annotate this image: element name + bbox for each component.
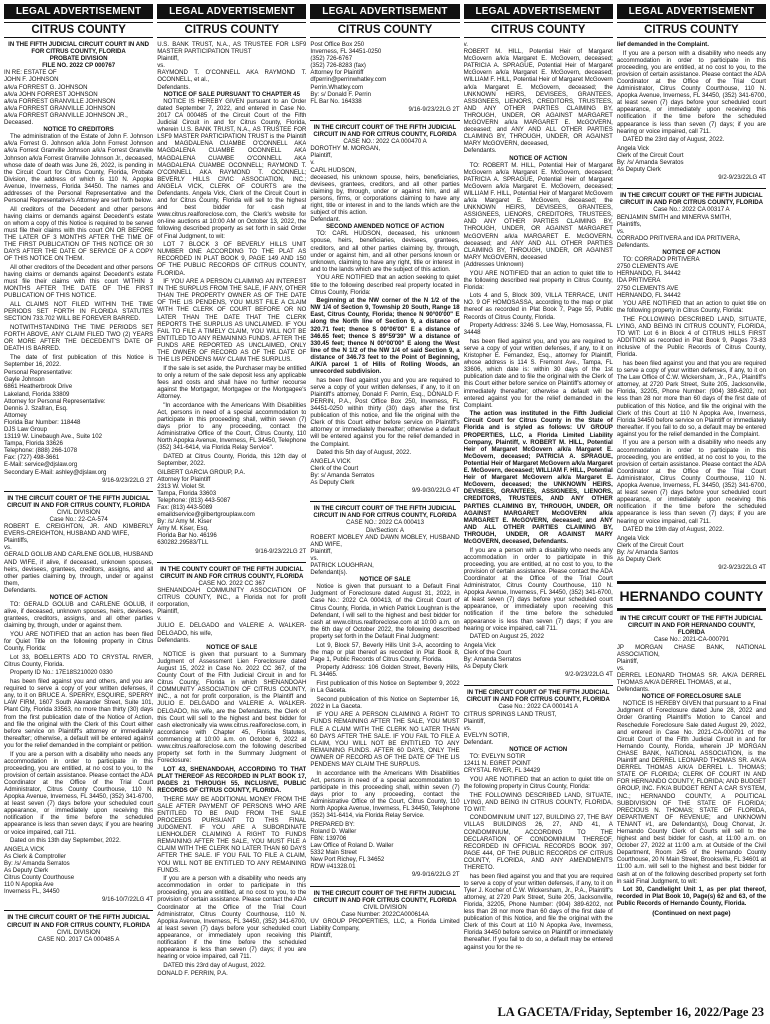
column-1 [4,4,153,1000]
county-heading: CITRUS COUNTY [464,22,613,38]
notice-paragraph: NOTICE IS HEREBY GIVEN that pursuant to a Final Judgment of Foreclosure dated June 28, 2022 and Order Granting Plaintiff's Motion to Cancel and Reschedule Foreclosure Sale dated August 29, 2022, and entered in Case No. 2021-CA-000791 of the Circuit Court of the Fifth Judicial Circuit in and for Hernando County, Florida, wherein JP MORGAN CHASE BANK, NATIONAL ASSOCIATION, is the Plaintiff and DERREL LEONARD THOMAS SR. A/K/A DERREL THOMAS A/K/A DERREL L. THOMAS; STATE OF FLORIDA; CLERK OF COURT IN AND FOR HERNANDO COUNTY, FLORIDA; AND BUDGET GROUP, INC. F/K/A BUDGET RENT A CAR SYSTEM, INC.; HERNANDO COUNTY, A POLITICAL SUBDIVISION OF THE STATE OF FLORIDA; PRECIOUS N. THOMAS; STATE OF FLORIDA, DEPARTMENT OF REVENUE; and UNKNOWN TENANT #1, are Defendant(s), Doug Chorvat, Jr. Hernando County Clerk of Courts will sell to the highest and best bidder for cash, at 11:00 a.m. on October 27, 2022 at 11:00 a.m. at Outside of the Civil Department, Room 245 of the Hernando County Courthouse, 20 N Main Street, Brooksville, FL 34601 at 11:00 a.m. will sell to the highest and best bidder for cash at on of the following described property set forth in said Final Judgment, to wit: [616,700,767,885]
notice-paragraph: In accordance with the Americans With Disabilities Act, persons in need of a special accommodation to participate in this proceeding shall, within seven (7) days prior to any proceeding, contact the Administrative Office of the Court, Citrus County, 110 North Apopka Avenue, Inverness, FL 34450, Telephone (352) 341-6414, via Florida Relay Service. [310,769,460,820]
notice-title: NOTICE OF ACTION [509,746,568,753]
notice-paragraph: Second publication of this Notice on September 16, 2022 in La Gaceta. [310,695,460,710]
case-number: Case No.: 2022 CA 00317 A [653,206,730,214]
notice-title: NOTICE OF ACTION [49,594,108,602]
notice-divider [157,562,306,563]
notice-divider [464,685,613,686]
signature-block: Angela Vick Clerk of the Court By: Amanda Serratos As Deputy Clerk [463,641,522,671]
publication-reference: 9/16-9/23/22LG 2T [102,476,154,484]
notice-paragraph: has been filed against you and that you are required to serve a copy of your written defenses, if any, to it on Tyler J. Kocher of C.W. Wickersham, Jr., P.A., Plaintiff's attorney, at 2720 Park Street, Suite 205, Jacksonville, Florida, 32205, Phone Number: (904) 389-6202, not less than 28 nor more than 60 days of the first date of publication of this Notice, and file the original with the Clerk of this Court at 110 N Apopka Ave, Inverness, Florida 34450 before service on Plaintiff or immediately thereafter. If you fail to do so, a default may be entered against you for the re- [463,872,613,951]
parties-block: BENJAMIN SMITH and MINERVA SMITH, Plaintiffs, vs. CORRADO PRITIVERA and IDA PRITIVERA, Defendants. [616,213,741,249]
notice-paragraph: All other creditors of the Decedent and other persons having claims or demands against Decedent's estate must file their claims with this court WITHIN 3 MONTHS AFTER THE DATE OF THE FIRST PUBLICATION OF THIS NOTICE. [4,263,154,300]
notice-paragraph: Property Address: 3246 S. Lee Way, Homosassa, FL 34448 [463,322,613,337]
notice-paragraph: Beginning at the NW corner of the N 1/2 of the NW 1/4 of Section 9, Township 20 South, Range 18 East, Citrus County, Florida; thence N 90°00'00" E along the North line of Section 9, a distance of 320.71 feet; thence S 00°06'00" E a distance of 346.65 feet; thence S 89°59'39" W a distance of 330.45 feet; thence N 00°00'00" E along the West line of the N 1/2 of the NW 1/4 of said Section 9, a distance of 346.73 feet to the Point of Beginning, A/K/A parcel 1 of Hills of Rolling Woods, an unrecorded subdivision. [310,297,460,376]
county-heading: CITRUS COUNTY [157,22,306,38]
parties-block: DOROTHY M. MORGAN, Plaintiff, v. CARL HUDSON, deceased, his unknown spouse, heirs, beneficiaries, devisees, grantees, creditors, and all other parties claiming by, through, under or against him, and all persons, firms, or corporations claiming to have any right, title or interest in and to the lands which are the subject of this action. Defendant. [310,145,460,224]
signature-block: Personal Representative: Gayle Johnson 6861 Heatherbrook Drive Lakeland, Florida 33809 Attorney for Personal Representative: Dennis J. Szafran, Esq. Attorney Florida Bar Number: 118448 DJS Law Group 13119 W. Linebaugh Ave., Suite 102 Tampa, Florida 33626 Telephone: (888) 266-1078 Fax: (727) 498-3661 E-Mail: service@djslaw.org Secondary E-Mail: ashley@djslaw.org [4,369,107,476]
notice-paragraph: The action was instituted in the Fifth Judicial Circuit Court for Citrus County in the State of Florida and is styled as follows: UV GROUP PROPERTIES, LLC, a Florida Limited Liability Company, Plaintiff, v. ROBERT M. HILL, Potential Heir of Margaret McGovern a/k/a Margaret E. McGovern, deceased; PATRICIA A. SPRAGUE, Potential Heir of Margaret McGovern a/k/a Margaret E. McGovern, deceased; WILLIAM F. HILL, Potential Heir of Margaret McGovern a/k/a Margaret E. McGovern, deceased; the UNKNOWN HEIRS, DEVISEES, GRANTEES, ASSIGNEES, LIENORS, CREDITORS, TRUSTEES, AND ANY OTHER PARTIES CLAIMING BY, THROUGH, UNDER, OR AGAINST MARGARET McGOVERN a/k/a MARGARET E. McGOVERN, deceased; and ANY AND ALL OTHER PARTIES CLAIMING BY, THROUGH, UNDER, OR AGAINST MARY McGOVERN, deceased, Defendants. [463,410,613,545]
notice-paragraph: lief demanded in the Complaint. [616,41,709,48]
notice-paragraph: has been filed against you and that you are required to serve a copy of your written defenses, if any, to it on The Law Office of C.W. Wickersham, Jr., P.A., Plaintiff's attorney, at 2720 Park Street, Suite 205, Jacksonville, Florida, 32205, Phone Number: (904) 389-6202, not less than 28 nor more than 60 days of the first date of publication of this Notice, and file the original with the Clerk of this Court at 110 N Apopka Ave, Inverness, Florida 34450 before service on Plaintiff or immediately thereafter. If you fail to do so, a default may be entered against you for the relief demanded in the Complaint. [616,359,767,438]
notice-divider [617,188,766,189]
publication-reference: 9/16-10/7/22LG 4T [102,896,154,904]
case-number: Case No.: 2022 CA 000141 A [498,703,579,711]
notice-paragraph: If the sale is set aside, the Purchaser may be entitled to only a return of the sale deposit less any applicable fees and costs and shall have no further recourse against the Mortgagor, Mortgagee or the Mortgagee's Attorney. [157,364,307,401]
legal-advertisement-banner: LEGAL ADVERTISEMENT [310,4,459,19]
publication-reference: 9/2-9/23/22LG 4T [565,671,613,679]
column-2 [157,4,306,1000]
legal-advertisement-banner: LEGAL ADVERTISEMENT [157,4,306,19]
notice-paragraph: Lot 9, Block 57, Beverly Hills Unit 3-A, according to the map or plat thereof as recorded in Plat Book 8, Page 1, Public Records of Citrus County, Florida. [310,641,460,663]
notice-paragraph: THE FOLLOWING DESCRIBED LAND, SITUATE, LYING, AND BEING IN CITRUS COUNTY, FLORIDA, TO WIT: [463,791,613,813]
continued-note: (Continued on next page) [652,909,731,917]
county-heading: CITRUS COUNTY [617,22,766,38]
case-number: CASE NO.: 2022 CA 000470 A [343,138,427,146]
legal-notice [157,566,306,978]
county-heading: CITRUS COUNTY [310,22,459,38]
notice-paragraph: Property ID No.: 17E18S210020 0330 [10,669,113,677]
notice-paragraph: Lots 4 and 5, Block 309, VILLA TERRACE, UNIT NO. 9 OF HOMOSASSA, according to the map or plat thereof as recorded in Plat Book 7, Page 55, Public Records of Citrus County, Florida. [463,292,613,321]
legal-notice [310,41,459,115]
parties-block: SHENANDOAH COMMUNITY ASSOCIATION OF CITRUS COUNTY, INC., a Florida not for profit corporation, Plaintiff, v. JULIO E. DELGADO and VALERIE A. WALKER-DELGADO, his wife, Defendants. [157,586,307,644]
notice-paragraph: First publication of this Notice on September 9, 2022 in La Gaceta. [310,679,460,695]
notice-paragraph: Dated on this 13th day September, 2022. [10,837,121,845]
parties-block: v. ROBERT M. HILL, Potential Heir of Margaret McGovern a/k/a Margaret E. McGovern, deceased; PATRICIA A. SPRAGUE, Potential Heir of Margaret McGovern a/k/a Margaret E. McGovern, deceased; WILLIAM F. HILL, Potential Heir of Margaret McGovern a/k/a Margaret E. McGovern, deceased; the UNKNOWN HEIRS, DEVISEES, GRANTEES, ASSIGNEES, LIENORS, CREDITORS, TRUSTEES, AND ANY OTHER PARTIES CLAIMING BY, THROUGH, UNDER, OR AGAINST MARGARET McGOVERN a/k/a MARGARET E. McGOVERN, deceased; and ANY AND ALL OTHER PARTIES CLAIMING BY, THROUGH, UNDER, OR AGAINST MARY McGOVERN, deceased, Defendants. [463,41,613,155]
legal-notice [617,615,766,916]
county-heading-hernando: HERNANDO COUNTY [617,581,766,611]
notice-divider [310,120,459,121]
court-heading: IN THE CIRCUIT COURT OF THE FIFTH JUDICIAL CIRCUIT IN AND FOR CITRUS COUNTY, FLORIDA [313,505,457,520]
notice-paragraph: If you are a person with a disability who needs any accommodation in order to participate in this proceeding, you are entitled, at no cost to you, to the provision of certain assistance. Please contact the ADA Coordinator at the Office of the Trial Court Administrator, Citrus County Courthouse, 110 N. Apopka Avenue, Inverness, FL 34450, (352) 341-6700, at least seven (7) days before your scheduled court appearance, or immediately upon receiving this notification if the time before the scheduled appearance is less than seven (7) days; if you are hearing or voice impaired, call 711. [616,439,767,525]
notice-paragraph: Dated this 5th day of August, 2022. [316,449,412,457]
publication-reference: 9/2-9/23/22LG 4T [718,564,767,572]
parties-block: IN RE: ESTATE OF JOHN F. JOHNSON a/k/a FORREST G. JOHNSON a/k/a JOHN FORREST JOHNSON a/k/a FORREST GRANVILLE JOHNSON a/k/a FORREST GRANVILLE JOHNSON a/k/a FORREST GRANVILLE JOHNSON JR., Deceased. [4,69,128,127]
publication-reference: 9/9-9/16/22LG 2T [411,871,460,879]
legal-notice [157,41,306,557]
legal-notice [4,914,153,942]
court-heading: IN THE CIRCUIT COURT OF THE FIFTH JUDICIAL CIRCUIT IN AND FOR CITRUS COUNTY, FLORIDA [313,123,457,139]
legal-notice [4,41,153,486]
notice-paragraph: DATED at Citrus County, Florida, this 12th day of September, 2022. [157,452,307,467]
notice-paragraph: YOU ARE NOTIFIED that an action to quiet title to the following described real property in Citrus County, Florida: [463,269,613,291]
notice-paragraph: YOU ARE NOTIFIED that an action has been filed for Quiet Title on the following property in Citrus County, Florida: [4,631,154,653]
case-number: Case No.: 22-CA-574 [49,516,108,523]
columns [4,4,766,1000]
signature-block: ANGELA VICK As Clerk & Comptroller By: /s/ Amanda Serratos As Deputy Clerk Citrus County Courthouse 110 N Apopka Ave Inverness FL, 34450 [4,845,75,896]
court-heading: IN THE CIRCUIT COURT OF THE FIFTH JUDICIAL CIRCUIT IN AND FOR CITRUS COUNTY, FLORIDA [6,914,151,929]
notice-paragraph: Property Address: 106 Golden Street, Beverly Hills, FL 34465. [310,664,460,679]
notice-paragraph: Lot 30, Candlelight Unit 1, as per plat thereof, recorded in Plat Book 10, Page(s) 62 and 63, of the Public Records of Hernando County, Florida. [616,886,767,908]
signature-block: Angela Vick Clerk of the Circuit Court By: /s/ Amanda Santos As Deputy Clerk [616,534,684,563]
legal-advertisement-banner: LEGAL ADVERTISEMENT [617,4,766,19]
court-heading: IN THE CIRCUIT COURT OF THE FIFTH JUDICIAL CIRCUIT IN AND FOR CITRUS COUNTY, FLORIDA [619,192,764,207]
page-footer: LA GACETA/Friday, September 16, 2022/Page 23 [497,1005,764,1019]
notice-title: NOTICE OF SALE PURSUANT TO CHAPTER 45 [163,90,300,98]
signature-block: ANGELA VICK Clerk of the Court By: s/ Amanda Serratos As Deputy Clerk [310,457,375,487]
division-heading: CIVIL DIVISION [363,903,407,911]
signature-block: Post Office Box 250 Inverness, FL 34451-0250 (352) 726-6767 (352) 726-8283 (fax) Attorney for Plaintiff dfperrin@perrinwhatley.com Perrin.Whatley.com By: s/ Donald F. Perrin FL Bar No. 164338 [310,41,387,105]
notice-title: NOTICE OF ACTION [509,154,568,162]
notice-paragraph: TO: GERALD GOLUB and CARLENE GOLUB, if alive, if deceased, unknown spouses, heirs, devisees, grantees, creditors, assigns, and all other parties claiming by, through, under or against them. [4,601,154,630]
notice-title: NOTICE OF SALE [206,643,258,651]
parties-block: CITRUS SPRINGS LAND TRUST, Plaintiff, vs. EVELYN SOTIR, Defendant. [463,710,557,746]
parties-block: JP MORGAN CHASE BANK, NATIONAL ASSOCIATION, Plaintiff, vs. DERREL LEONARD THOMAS SR. A/K/A DERREL THOMAS A/K/A DERREL THOMAS, et al., Defendants. [616,643,767,694]
case-number: Case Number: 2022CA000614A [341,910,429,918]
notice-divider [4,491,153,492]
division-heading: CIVIL DIVISION [56,928,101,936]
notice-paragraph: has been filed against you, and you are required to serve a copy of your written defenses, if any, to it on Kristopher E. Fernandez, Esq., attorney for Plaintiff, whose address is 114 S. Fremont Ave., Tampa, FL 33606, which date is: within 30 days of the 1st publication date and to file the original with the Clerk of this Court either before service on Plaintiff's attorney or immediately thereafter; otherwise a default will be entered against you for the relief demanded in the Complaint. [463,337,613,409]
legal-notice [310,890,459,940]
notice-title: NOTICE OF SALE [359,576,411,584]
notice-divider [310,886,459,887]
legal-notice [4,495,153,906]
case-number: CASE NO. 2017 CA 000485 A [37,935,120,943]
parties-block: ROBERT E. CREIGHTON, JR. AND KIMBERLY EVERS-CREIGHTON, HUSBAND AND WIFE, Plaintiffs, vs. GERALD GOLUB AND CARLENE GOLUB, HUSBAND AND WIFE, if alive, if deceased, unknown spouses, heirs, devisees, grantees, creditors, assigns, and all other parties claiming by, through, under or against them, Defendants. [4,523,154,594]
notice-paragraph: LOT 43, SHENANDOAH, ACCORDING TO THAT PLAT THEREOF AS RECORDED IN PLAT BOOK 17, PAGES 21 THROUGH 55, INCLUSIVE, PUBLIC RECORDS OF CITRUS COUNTY, FLORIDA. [157,765,307,795]
notice-paragraph: If you are a person with a disability who needs any accommodation in order to participate in this proceeding, you are entitled, at no cost to you, to the provision of certain assistance. Please contact the ADA Coordinator at the Office of the Trial Court Administrator, Citrus County Courthouse, 110 N. Apopka Avenue, Inverness, FL 34450, (352) 341-6700, at least seven (7) days before your scheduled court appearance, or immediately upon receiving this notification if the time before the scheduled appearance is less than seven (7) days; if you are hearing or voice impaired, call 711. [157,875,307,961]
column-3 [310,4,459,1000]
notice-paragraph: IF YOU ARE A PERSON CLAIMING AN INTEREST IN THE SURPLUS FROM THE SALE, IF ANY, OTHER THAN THE PROPERTY OWNER AS OF THE DATE OF THE LIS PENDENS, YOU MUST FILE A CLAIM WITH THE CLERK OF COURT BEFORE OR NO LATER THAN THE DATE THAT THE CLERK REPORTS THE SURPLUS AS UNCLAIMED. IF YOU FAIL TO FILE A TIMELY CLAIM, YOU WILL NOT BE ENTITLED TO ANY REMAINING FUNDS. AFTER THE FUNDS ARE REPORTED AS UNCLAIMED, ONLY THE OWNER OF RECORD AS OF THE DATE OF THE LIS PENDENS MAY CLAIM THE SURPLUS. [157,278,307,364]
division-heading: Div/Section: A [366,526,404,534]
notice-paragraph: LOT 7 BLOCK 3 OF BEVERLY HILLS UNIT NUMBER ONE ACCORDING TO THE PLAT AS RECORDED IN PLAT BOOK 9, PAGE 149 AND 150 OF THE PUBLIC RECORDS OF CITRUS COUNTY, FLORIDA. [157,241,307,277]
case-number: CASE NO.: 2022 CA 000413 [346,519,424,527]
notice-paragraph: If you are a person with a disability who needs any accommodation in order to participate in this proceeding, you are entitled, at no cost to you, to the provision of certain assistance. Please contact the ADA Coordinator at the Office of the Trial Court Administrator, Citrus County Courthouse, 110 N. Apopka Avenue, Inverness, FL 34450, (352) 341-6700, at least seven (7) days before your scheduled court appearance, or immediately upon receiving this notification if the time before the scheduled appearance is less than seven (7) days; if you are hearing or voice impaired, call 711. [463,546,613,632]
notice-paragraph: TO: CARL HUDSON, deceased, his unknown spouse, heirs, beneficiaries, devisees, grantees, creditors, and all other parties claiming by, through, under or against him, and all other persons known or unknown, claiming to have any right, title or interest in and to the lands which are the subject of this action. [310,230,460,273]
notice-paragraph: All creditors of the Decedent and other persons having claims or demands against Decedent's estate on whom a copy of this Notice is required to be served must file their claims with this court ON OR BEFORE THE LATER OF 3 MONTHS AFTER THE TIME OF THE FIRST PUBLICATION OF THIS NOTICE OR 30 DAYS AFTER THE DATE OF SERVICE OF A COPY OF THIS NOTICE ON THEM. [4,205,154,263]
notice-paragraph: ALL CLAIMS NOT FILED WITHIN THE TIME PERIODS SET FORTH IN FLORIDA STATUTES SECTION 733.702 WILL BE FOREVER BARRED. [4,300,154,323]
notice-paragraph: CONDOMINIUM UNIT 127, BUILDING 27, THE BAY VILLAS BUILDINGS 26, 27, AND 41, A CONDOMINIUM, ACCORDING TO THE DECLARATION OF CONDOMINIUM THEREOF, RECORDED IN OFFICIAL RECORDS BOOK 397, PAGE 444, OF THE PUBLIC RECORDS OF CITRUS COUNTY, FLORIDA, AND ANY AMENDMENTS THERETO. [463,814,613,871]
signature-block: PREPARED BY: Roland D. Waller FBN: 139706 Law Office of Roland D. Waller 5332 Main Street New Port Richey, FL 34652 RDW #41328.01 [310,820,394,871]
notice-paragraph: YOU ARE NOTIFIED that an action seeking to quiet title to the following described real property located in Citrus County, Florida: [310,274,460,296]
notice-divider [4,910,153,911]
notice-paragraph: NOTICE IS HEREBY GIVEN pursuant to an Order dated September 7, 2022, and entered in Case No. 2017 CA 000485 of the Circuit Court of the Fifth Judicial Circuit in and for Citrus County, Florida, wherein U.S. BANK TRUST, N.A., AS TRUSTEE FOR LSF9 MASTER PARTICIPATION TRUST is the Plaintiff and MAGDALENA CUAMBE O'CONNELL AKA MAGDALENA CUAMBE OCONNELL AKA MAGDALENA CUAMBE O'CONNELL AKA MAGDALENA CUAMBE OCONNELL; RAYMOND T. O'CONNELL AKA RAYMOND T. OCONNELL; BEVERLY HILLS CIVIC ASSOCIATION, INC.; ANGELA VICK, CLERK OF COURTS are the Defendants. Angela Vick, Clerk of the Circuit Court in and for Citrus County, Florida will sell to the highest and best bidder for cash at www.citrus.realforeclose.com, the Clerk's website for on-line auctions at 10:00 AM on October 13, 2022, the following described property as set forth in said Order of Final Judgment, to wit: [157,97,307,240]
notice-paragraph: TO: ROBERT M. HILL, Potential Heir of Margaret McGovern a/k/a Margaret E. McGovern, deceased; PATRICIA A. SPRAGUE, Potential Heir of Margaret McGovern a/k/a Margaret E. McGovern, deceased; WILLIAM F. HILL, Potential Heir of Margaret McGovern a/k/a Margaret E. McGovern, deceased; the UNKNOWN HEIRS, DEVISEES, GRANTEES, ASSIGNEES, LIENORS, CREDITORS, TRUSTEES, AND ANY OTHER PARTIES CLAIMING BY, THROUGH, UNDER, OR AGAINST MARGARET McGOVERN a/k/a MARGARET E. McGOVERN, deceased; and ANY AND ALL OTHER PARTIES CLAIMING BY, THROUGH, UNDER, OR AGAINST MARY McGOVERN, deceased (Addresses Unknown) [463,161,613,268]
notice-paragraph: THERE MAY BE ADDITIONAL MONEY FROM THE SALE AFTER PAYMENT OF PERSONS WHO ARE ENTITLED TO BE PAID FROM THE SALE PROCEEDS PURSUANT TO THIS FINAL JUDGMENT. IF YOU ARE A SUBORDINATE LIENHOLDER CLAIMING A RIGHT TO FUNDS REMAINING AFTER THE SALE, YOU MUST FILE A CLAIM WITH THE CLERK NO LATER THAN 60 DAYS AFTER THE SALE. IF YOU FAIL TO FILE A CLAIM, YOU WILL NOT BE ENTITLED TO ANY REMAINING FUNDS. [157,795,307,874]
notice-paragraph: If you are a person with a disability who needs any accommodation in order to participate in this proceeding, you are entitled, at no cost to you, to the provision of certain assistance. Please contact the ADA Coordinator at the Office of the Trial Court Administrator, Citrus County Courthouse, 110 N. Apopka Avenue, Inverness, FL 34450, (352) 341-6700, at least seven (7) days before your scheduled court appearance, or immediately upon receiving this notification if the time before the scheduled appearance is less than seven days; if you are hearing or voice impaired, call 711. [4,750,154,836]
notice-paragraph: DATED the 23rd day of August, 2022. [622,136,725,144]
notice-paragraph: THE FOLLOWING DESCRIBED LAND, SITUATE, LYING, AND BEING IN CITRUS COUNTY, FLORIDA, TO WIT: Lot 6 in Block 4 of CITRUS HILLS FIRST ADDITION as recorded in Plat Book 9, Pages 73-83 inclusive of the Public Records of Citrus County, Florida. [616,315,767,359]
notice-paragraph: The date of first publication of this Notice is September 16, 2022. [4,353,154,368]
legal-advertisement-banner: LEGAL ADVERTISEMENT [4,4,153,19]
publication-reference: 9/2-9/23/22LG 4T [718,174,767,182]
newspaper-page [4,4,766,1004]
division-heading: CIVIL DIVISION [56,508,101,516]
notice-title: NOTICE OF FORECLOSURE SALE [641,693,742,701]
notice-paragraph: "In accordance with the Americans With Disabilities Act, persons in need of a special accommodation to participate in this proceeding shall, within seven (7) days prior to any proceeding, contact the Administrative Office of the Court, Citrus County, 110 North Apopka Avenue, Inverness, FL 34450, Telephone (352) 341-6414, via Florida Relay Service". [157,401,307,452]
column-4 [464,4,613,1000]
publication-reference: 9/9-9/30/22LG 4T [411,487,460,495]
notice-paragraph: NOTICE is given that pursuant to a Summary Judgment of Assessment Lien Foreclosure dated August 15, 2022 in Case No. 2022 CC 367, of the County Court of the Fifth Judicial Circuit in and for Citrus County, Florida in which SHENANDOAH COMMUNITY ASSOCIATION OF CITRUS COUNTY, INC., a not for profit corporation, is the Plaintiff and JULIO E. DELGADO and VALERIE A. WALKER-DELGADO, his wife, are the Defendants, the Clerk of this Court will sell to the highest and best bidder for cash electronically via www.citrus.realforeclose.com, in accordance with Chapter 45, Florida Statutes, commencing at 10:00 a.m. on October 6, 2022 at www.citrus.realforeclose.com the following described property set forth in the Summary Judgment of Foreclosure: [157,650,307,765]
court-heading: IN THE CIRCUIT COURT OF THE FIFTH JUDICIAL CIRCUIT IN AND FOR CITRUS COUNTY, FLORIDA [466,689,610,704]
legal-notice [464,41,613,680]
court-heading: IN THE COUNTY COURT OF THE FIFTH JUDICIAL CIRCUIT IN AND FOR CITRUS COUNTY, FLORIDA [160,565,304,580]
notice-paragraph: YOU ARE NOTIFIED that an action to quiet title on the following property in Citrus County, Florida: [463,775,613,790]
court-heading: IN THE CIRCUIT COURT OF THE FIFTH JUDICIAL CIRCUIT IN AND FOR HERNANDO COUNTY, FLORIDA [620,615,763,637]
division-heading: PROBATE DIVISION [49,55,108,63]
court-heading: IN THE CIRCUIT COURT OF THE FIFTH JUDICIAL CIRCUIT IN AND FOR CITRUS COUNTY, FLORIDA [313,889,457,904]
notice-paragraph: IF YOU ARE A PERSON CLAIMING A RIGHT TO FUNDS REMAINING AFTER THE SALE, YOU MUST FILE A CLAIM WITH THE CLERK NO LATER THAN 60 DAYS AFTER THE SALE. IF YOU FAIL TO FILE A CLAIM, YOU WILL NOT BE ENTITLED TO ANY REMAINING FUNDS. AFTER 60 DAYS, ONLY THE OWNER OF RECORD AS OF THE DATE OF THE LIS PENDENS MAY CLAIM THE SURPLUS. [310,711,460,768]
notice-paragraph: DATED this 23rd day of August, 2022. [163,961,266,969]
notice-paragraph: YOU ARE NOTIFIED that an action to quiet title on the following property in Citrus County, Florida: [616,300,767,315]
notice-paragraph: has been filed against you and you are required to serve a copy of your written defenses, if any, to it on Plaintiff's attorney, Donald F. Perrin, Esq., DONALD F. PERRIN, P.A., Post Office Box 250, Inverness, FL 34451-0250 within thirty (30) days after the first publication of this notice, and file the original with the Clerk of this Court either before service on Plaintiff's attorney or immediately thereafter; otherwise a default will be entered against you for the relief demanded in the Complaint. [310,376,460,448]
county-heading: CITRUS COUNTY [4,22,153,38]
notice-title: NOTICE OF ACTION [662,249,721,257]
parties-block: U.S. BANK TRUST, N.A., AS TRUSTEE FOR LSF9 MASTER PARTICIPATION TRUST Plaintiff, vs. RAYMOND T. O'CONNELL AKA RAYMOND T. OCONNELL, et al., Defendants. [157,41,307,91]
legal-notice [617,192,766,573]
parties-block: UV GROUP PROPERTIES, LLC, a Florida Limited Liability Company, Plaintiff, [310,917,460,940]
court-heading: IN THE CIRCUIT COURT OF THE FIFTH JUDICIAL CIRCUIT IN AND FOR CITRUS COUNTY, FLORIDA [6,494,151,509]
notice-paragraph: NOTWITHSTANDING THE TIME PERIODS SET FORTH ABOVE, ANY CLAIM FILED TWO (2) YEARS OR MORE AFTER THE DECEDENT'S DATE OF DEATH IS BARRED. [4,323,154,352]
notice-paragraph: Lot 33, BOELLERTS ADD TO CRYSTAL RIVER, Citrus County, Florida. [4,653,154,668]
file-number: FILE NO. 2022 CP 000767 [42,62,116,70]
publication-reference: 9/16-9/23/22LG 2T [255,547,307,555]
notice-paragraph: DATED the 19th day of August, 2022. [622,526,724,534]
legal-notice [464,689,613,952]
legal-notice [310,505,459,880]
legal-notice [617,41,766,183]
notice-paragraph: Notice is given that pursuant to a Default Final Judgment of Foreclosure dated August 31, 2022, in Case No.: 2022 CA 000413, of the Circuit Court of Citrus County, Florida, in which Patrick Loughran is the Defendant, I will sell to the highest and best bidder for cash at www.citrus.realforeclose.com at 10:00 a.m. on the 6th day of October 2022, the following described property set forth in the Default Final Judgment: [310,583,460,640]
case-number: CASE NO. 2022 CC 367 [198,579,266,587]
publication-reference: 9/16-9/23/22LG 2T [408,105,460,113]
notice-paragraph: The administration of the Estate of John F. Johnson a/k/a Forrest G. Johnson a/k/a John Forrest Johnson a/k/a Forrest Granville Johnson a/k/a Forrest Granville Johnson a/k/a Forrest Granville Johnson Jr., deceased, whose date of death was June 26, 2022, is pending in the Circuit Court for Citrus County, Florida, Probate Division, the address of which is 110 N. Apopka Avenue, Inverness, Florida 34450. The names and addresses of the Personal Representative and the Personal Representative's Attorney are set forth below. [4,133,154,205]
notice-paragraph: DATED on August 25, 2022 [469,633,545,641]
notice-paragraph: has been filed against you and others, and you are required to serve a copy of your written defenses, if any, to it on BRUCE A. SPERRY, ESQUIRE, SPERRY LAW FIRM, 1607 South Alexander Street, Suite 101, Plant City, Florida 33563, no more than thirty (30) days from the first publication date of the Notice of Action, and file the original with the Clerk of this Court either before service on Plaintiff's attorney or immediately thereafter; otherwise, a default will be entered against you for the relief demanded in the complaint or petition. [4,678,154,749]
notice-title: SECOND AMENDED NOTICE OF ACTION [325,223,445,231]
legal-advertisement-banner: LEGAL ADVERTISEMENT [464,4,613,19]
notice-title: NOTICE TO CREDITORS [43,126,114,134]
parties-block: ROBERT MOBLEY AND DAWN MOBLEY, HUSBAND AND WIFE, Plaintiff, vs. PATRICK LOUGHRAN, Defendant(s). [310,533,460,577]
notice-paragraph: TO: CORRADO PRITIVERA 2750 CLEMENTS AVE HERNANDO, FL 34442 IDA PRITIVERA 2750 CLEMENTS AVE HERNANDO, FL 34442 [616,256,700,299]
signature-block: DONALD F. PERRIN, P.A. [157,970,228,978]
legal-notice [310,124,459,496]
signature-block: GILBERT GARCIA GROUP, P.A. Attorney for Plaintiff 2313 W. Violet St. Tampa, Florida 33603 Telephone: (813) 443-5087 Fax: (813) 443-5089 emaildservice@gilbertgrouplaw.com By: /s/ Amy M. Kiser Amy M. Kiser, Esq. Florida Bar No. 46196 630282.29583/TLL [157,468,255,547]
court-heading: IN THE FIFTH JUDICIAL CIRCUIT COURT IN AND FOR CITRUS COUNTY, FLORIDA [8,41,150,56]
case-number: Case No.: 2021-CA-000791 [653,636,730,644]
signature-block: Angela Vick Clerk of the Circuit Court By: /s/ Amanda Sevratos As Deputy Clerk [616,144,684,174]
notice-paragraph: TO: EVELYN SOTIR 12411 N. EGRET POINT CRYSTAL RIVER, FL 34429 [463,753,541,775]
column-5 [617,4,766,1000]
notice-paragraph: If you are a person with a disability who needs any accommodation in order to participate in this proceeding, you are entitled, at no cost to you, to the provision of certain assistance. Please contact the ADA Coordinator at the Office of the Trial Court Administrator, Citrus County Courthouse, 110 N. Apopka Avenue, Inverness, FL 34450, (352) 341-6700, at least seven (7) days before your scheduled court appearance, or immediately upon receiving this notification if the time before the scheduled appearance is less than seven (7) days; if you are hearing or voice impaired, call 711. [616,49,767,135]
notice-divider [310,501,459,502]
